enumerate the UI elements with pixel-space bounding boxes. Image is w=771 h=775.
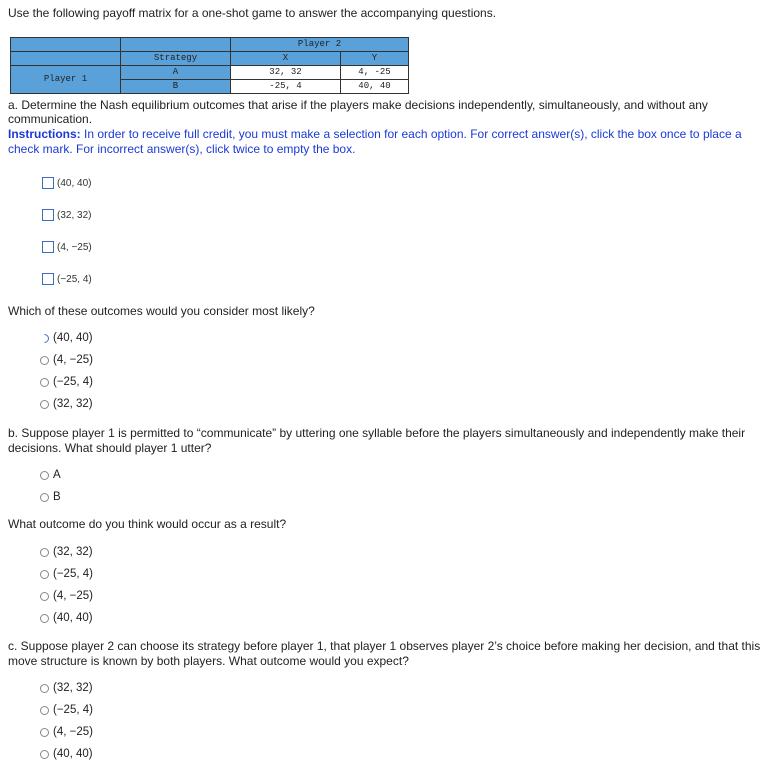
row-b-label: B xyxy=(121,80,231,94)
instructions xyxy=(8,127,764,157)
cell-a-x: 32, 32 xyxy=(231,66,341,80)
radio-option[interactable] xyxy=(40,469,61,481)
radio-button[interactable] xyxy=(40,728,49,737)
cell-b-y: 40, 40 xyxy=(341,80,409,94)
radio-button[interactable] xyxy=(40,400,49,409)
row-a-label: A xyxy=(121,66,231,80)
cell-b-x: -25, 4 xyxy=(231,80,341,94)
radio-label: A xyxy=(53,469,61,481)
checkbox-option[interactable] xyxy=(42,177,91,189)
radio-button[interactable] xyxy=(40,471,49,480)
radio-option[interactable] xyxy=(40,612,93,624)
radio-label: (32, 32) xyxy=(53,398,93,410)
radio-button[interactable] xyxy=(40,548,49,557)
radio-label: B xyxy=(53,491,61,503)
radio-option[interactable] xyxy=(40,704,93,716)
checkbox-label: (40, 40) xyxy=(57,177,92,189)
radio-button[interactable] xyxy=(40,570,49,579)
radio-option[interactable] xyxy=(40,590,93,602)
radio-button[interactable] xyxy=(40,592,49,601)
radio-option[interactable] xyxy=(40,332,93,344)
radio-label: (40, 40) xyxy=(53,748,93,760)
payoff-matrix xyxy=(10,37,409,94)
radio-option[interactable] xyxy=(40,354,93,366)
radio-label: (4, −25) xyxy=(53,590,93,602)
loading-radio-icon[interactable] xyxy=(38,332,51,345)
checkbox-label: (4, −25) xyxy=(57,241,92,253)
part-c-question: c. Suppose player 2 can choose its strategy before player 1, that player 1 observes player 2’s choice before making her decision, and that this move structure is known by both players. What outcome would you expect? xyxy=(8,639,761,668)
checkbox-label: (−25, 4) xyxy=(57,273,92,285)
radio-label: (4, −25) xyxy=(53,726,93,738)
radio-button[interactable] xyxy=(40,378,49,387)
instructions-text: In order to receive full credit, you must make a selection for each option. For correct answer(s), click the box once to place a check mark. For incorrect answer(s), click twice to empty the box. xyxy=(8,127,742,156)
part-a-question: a. Determine the Nash equilibrium outcomes that arise if the players make decisions independently, simultaneously, and without any communication. xyxy=(8,98,708,126)
cell-a-y: 4, -25 xyxy=(341,66,409,80)
radio-label: (−25, 4) xyxy=(53,376,93,388)
radio-option[interactable] xyxy=(40,376,93,388)
player2-header: Player 2 xyxy=(231,38,409,52)
radio-option[interactable] xyxy=(40,682,93,694)
player1-header: Player 1 xyxy=(11,66,121,94)
radio-option[interactable] xyxy=(40,748,93,760)
checkbox[interactable] xyxy=(42,209,54,221)
radio-button[interactable] xyxy=(40,493,49,502)
checkbox[interactable] xyxy=(42,241,54,253)
result-question: What outcome do you think would occur as a result? xyxy=(8,517,287,531)
radio-button[interactable] xyxy=(40,356,49,365)
checkbox-option[interactable] xyxy=(42,241,92,253)
radio-button[interactable] xyxy=(40,706,49,715)
radio-option[interactable] xyxy=(40,726,93,738)
radio-label: (4, −25) xyxy=(53,354,93,366)
radio-button[interactable] xyxy=(40,684,49,693)
checkbox-label: (32, 32) xyxy=(57,209,92,221)
part-b-question: b. Suppose player 1 is permitted to “communicate” by uttering one syllable before the players simultaneously and independently make their decisions. What should player 1 utter? xyxy=(8,426,746,455)
radio-option[interactable] xyxy=(40,491,61,503)
instructions-label: Instructions: xyxy=(8,127,81,141)
intro-text: Use the following payoff matrix for a one-shot game to answer the accompanying questions. xyxy=(8,6,497,20)
checkbox-option[interactable] xyxy=(42,209,91,221)
radio-button[interactable] xyxy=(40,750,49,759)
radio-label: (32, 32) xyxy=(53,546,93,558)
checkbox-option[interactable] xyxy=(42,273,92,285)
checkbox[interactable] xyxy=(42,273,54,285)
col-x-header: X xyxy=(231,52,341,66)
radio-option[interactable] xyxy=(40,546,93,558)
radio-label: (40, 40) xyxy=(53,612,93,624)
likely-question: Which of these outcomes would you consider most likely? xyxy=(8,304,315,318)
radio-option[interactable] xyxy=(40,398,93,410)
col-y-header: Y xyxy=(341,52,409,66)
radio-label: (−25, 4) xyxy=(53,568,93,580)
strategy-header: Strategy xyxy=(121,52,231,66)
radio-label: (32, 32) xyxy=(53,682,93,694)
checkbox[interactable] xyxy=(42,177,54,189)
radio-option[interactable] xyxy=(40,568,93,580)
radio-button[interactable] xyxy=(40,614,49,623)
radio-label: (−25, 4) xyxy=(53,704,93,716)
radio-label: (40, 40) xyxy=(53,332,93,344)
